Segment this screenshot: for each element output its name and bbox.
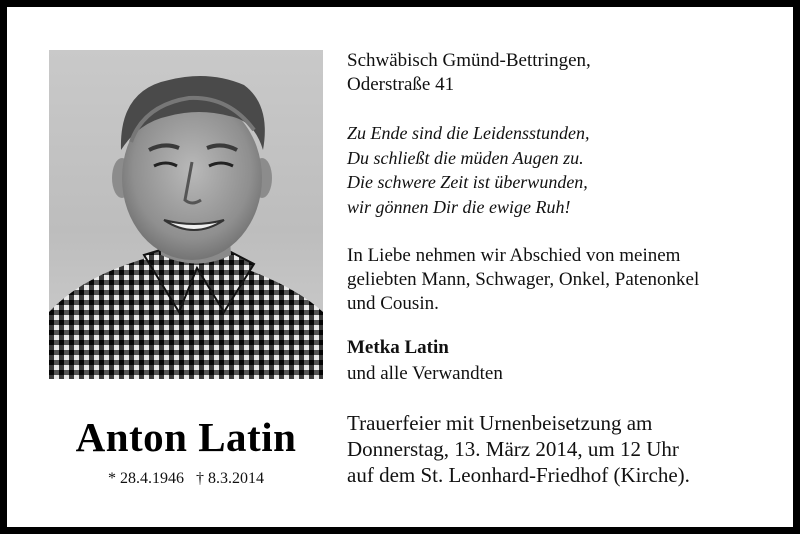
farewell-paragraph bbox=[347, 244, 767, 316]
relatives-line: und alle Verwandten bbox=[347, 363, 503, 384]
address-line: Schwäbisch Gmünd-Bettringen, bbox=[347, 50, 591, 71]
birth-date: * 28.4.1946 bbox=[108, 470, 184, 487]
deceased-name: Anton Latin bbox=[75, 414, 297, 460]
farewell-line: und Cousin. bbox=[347, 293, 439, 314]
ceremony-line: Donnerstag, 13. März 2014, um 12 Uhr bbox=[347, 437, 679, 461]
death-date: 8.3.2014 bbox=[208, 470, 264, 487]
poem-line: wir gönnen Dir die ewige Ruh! bbox=[347, 196, 571, 217]
poem-block bbox=[347, 121, 767, 219]
portrait-photo bbox=[49, 50, 323, 379]
ceremony-line: Trauerfeier mit Urnenbeisetzung am bbox=[347, 411, 653, 435]
address-block bbox=[347, 49, 767, 97]
poem-line: Zu Ende sind die Leidensstunden, bbox=[347, 123, 590, 143]
life-dates bbox=[49, 469, 323, 489]
ceremony-line: auf dem St. Leonhard-Friedhof (Kirche). bbox=[347, 463, 690, 487]
ceremony-block bbox=[347, 410, 767, 488]
cross-symbol: † bbox=[196, 470, 204, 487]
poem-line: Die schwere Zeit ist überwunden, bbox=[347, 172, 588, 192]
farewell-line: In Liebe nehmen wir Abschied von meinem bbox=[347, 245, 681, 266]
mourner-name: Metka Latin bbox=[347, 337, 449, 358]
poem-line: Du schließt die müden Augen zu. bbox=[347, 147, 584, 168]
address-line: Oderstraße 41 bbox=[347, 74, 455, 95]
farewell-line: geliebten Mann, Schwager, Onkel, Patenonkel bbox=[347, 269, 700, 290]
